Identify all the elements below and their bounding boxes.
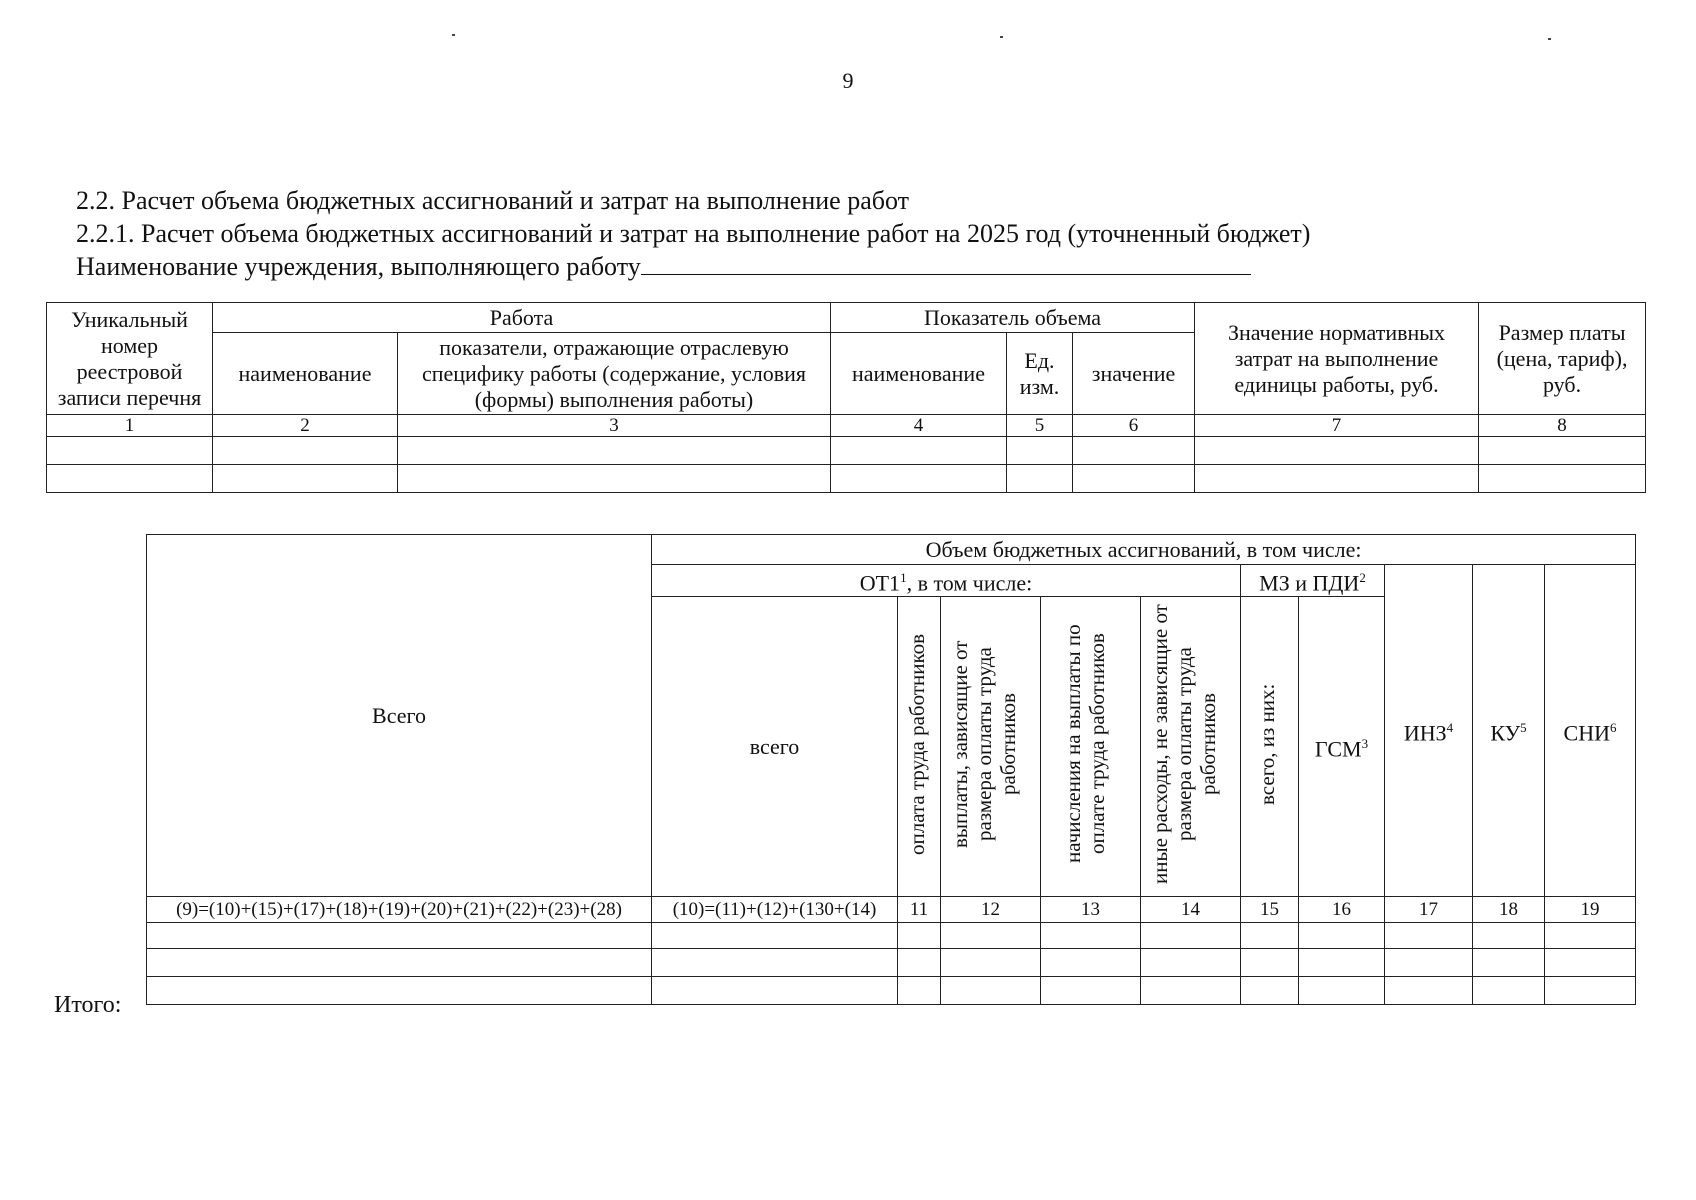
header-inz — [1385, 565, 1473, 897]
empty-cell[interactable] — [213, 437, 398, 465]
header-volume-name: наименование — [831, 333, 1007, 415]
header-budget-group: Объем бюджетных ассигнований, в том числе: — [652, 535, 1636, 565]
empty-cell[interactable] — [398, 437, 831, 465]
mz-label: МЗ и ПДИ — [1259, 570, 1360, 596]
column-number: 19 — [1545, 897, 1636, 923]
column-number: 2 — [213, 415, 398, 437]
empty-cell[interactable] — [1299, 949, 1385, 977]
empty-cell[interactable] — [1299, 923, 1385, 949]
empty-cell[interactable] — [1241, 949, 1299, 977]
empty-cell[interactable] — [1473, 923, 1545, 949]
empty-cell[interactable] — [1141, 949, 1241, 977]
total-cell[interactable] — [941, 977, 1041, 1005]
column-number: 7 — [1195, 415, 1479, 437]
ku-footnote: 5 — [1520, 720, 1527, 735]
empty-cell[interactable] — [941, 923, 1041, 949]
empty-cell[interactable] — [213, 465, 398, 493]
sni-footnote: 6 — [1610, 720, 1617, 735]
empty-cell[interactable] — [147, 923, 652, 949]
mz-footnote: 2 — [1359, 570, 1366, 585]
header-col-11 — [898, 597, 941, 897]
header-sni — [1545, 565, 1636, 897]
header-normative-costs: Значение нормативных затрат на выполнение единицы работы, руб. — [1195, 303, 1479, 415]
header-mz-group — [1241, 565, 1385, 597]
empty-cell[interactable] — [1007, 465, 1073, 493]
header-volume-unit: Ед. изм. — [1007, 333, 1073, 415]
institution-name-field — [641, 252, 1251, 275]
empty-cell[interactable] — [1073, 437, 1195, 465]
empty-cell[interactable] — [652, 923, 898, 949]
sni-label: СНИ — [1563, 720, 1610, 746]
subsection-heading: 2.2.1. Расчет объема бюджетных ассигнований и затрат на выполнение работ на 2025 год (уточненный бюджет) — [76, 219, 1311, 248]
header-col-12 — [941, 597, 1041, 897]
empty-cell[interactable] — [1041, 949, 1141, 977]
column-formula: (9)=(10)+(15)+(17)+(18)+(19)+(20)+(21)+(22)+(23)+(28) — [147, 897, 652, 923]
empty-cell[interactable] — [1007, 437, 1073, 465]
total-cell[interactable] — [1041, 977, 1141, 1005]
column-number: 5 — [1007, 415, 1073, 437]
gsm-label: ГСМ — [1314, 736, 1362, 762]
total-row — [147, 977, 1636, 1005]
header-work-indicators: показатели, отражающие отраслевую специфику работы (содержание, условия (формы) выполнения работы) — [398, 333, 831, 415]
column-number: 17 — [1385, 897, 1473, 923]
empty-cell[interactable] — [652, 949, 898, 977]
header-volume-group: Показатель объема — [831, 303, 1195, 333]
col-12-label: выплаты, зависящие от размера оплаты труда работников — [947, 640, 1020, 848]
column-number: 3 — [398, 415, 831, 437]
ot-label: ОТ1 — [859, 570, 901, 596]
table-row — [47, 465, 1646, 493]
header-ku — [1473, 565, 1545, 897]
column-number: 11 — [898, 897, 941, 923]
inz-footnote: 4 — [1446, 720, 1454, 735]
column-number: 6 — [1073, 415, 1195, 437]
empty-cell[interactable] — [47, 437, 213, 465]
empty-cell[interactable] — [1073, 465, 1195, 493]
total-cell[interactable] — [147, 977, 652, 1005]
budget-allocation-table — [146, 534, 1636, 1005]
column-number: 8 — [1479, 415, 1646, 437]
empty-cell[interactable] — [47, 465, 213, 493]
total-cell[interactable] — [652, 977, 898, 1005]
empty-cell[interactable] — [941, 949, 1041, 977]
gsm-footnote: 3 — [1361, 736, 1369, 752]
empty-cell[interactable] — [898, 949, 941, 977]
column-formula: (10)=(11)+(12)+(130+(14) — [652, 897, 898, 923]
empty-cell[interactable] — [1041, 923, 1141, 949]
column-number: 15 — [1241, 897, 1299, 923]
header-work-group: Работа — [213, 303, 831, 333]
empty-cell[interactable] — [1479, 465, 1646, 493]
col-11-label: оплата труда работников — [905, 633, 929, 855]
empty-cell[interactable] — [398, 465, 831, 493]
table-row — [147, 949, 1636, 977]
page-number: 9 — [842, 68, 854, 93]
inz-label: ИНЗ — [1403, 720, 1447, 746]
empty-cell[interactable] — [1545, 949, 1636, 977]
section-heading: 2.2. Расчет объема бюджетных ассигнований и затрат на выполнение работ — [76, 186, 909, 215]
header-ot-group — [652, 565, 1241, 597]
column-number: 14 — [1141, 897, 1241, 923]
empty-cell[interactable] — [1385, 923, 1473, 949]
total-cell[interactable] — [1473, 977, 1545, 1005]
institution-name-line — [76, 252, 1251, 282]
table-row — [147, 923, 1636, 949]
work-volume-table — [46, 302, 1646, 493]
total-cell[interactable] — [1385, 977, 1473, 1005]
col-15-label: всего, из них: — [1254, 683, 1279, 805]
empty-cell[interactable] — [1141, 923, 1241, 949]
header-col-13 — [1041, 597, 1141, 897]
total-cell[interactable] — [1299, 977, 1385, 1005]
header-ot-total: всего — [652, 597, 898, 897]
col-14-label: иные расходы, не зависящие от размера оплаты труда работников — [1147, 603, 1220, 884]
total-cell[interactable] — [1241, 977, 1299, 1005]
column-number: 1 — [47, 415, 213, 437]
empty-cell[interactable] — [898, 923, 941, 949]
total-cell[interactable] — [898, 977, 941, 1005]
empty-cell[interactable] — [1545, 923, 1636, 949]
empty-cell[interactable] — [1195, 437, 1479, 465]
column-number: 13 — [1041, 897, 1141, 923]
empty-cell[interactable] — [1479, 437, 1646, 465]
ku-label: КУ — [1490, 720, 1521, 746]
ot-suffix: , в том числе: — [906, 570, 1033, 596]
institution-name-label: Наименование учреждения, выполняющего работу — [76, 252, 641, 281]
table-row — [47, 437, 1646, 465]
header-unique-number: Уникальный номер реестровой записи перечня — [47, 303, 213, 415]
empty-cell[interactable] — [1195, 465, 1479, 493]
empty-cell[interactable] — [1241, 923, 1299, 949]
empty-cell[interactable] — [1473, 949, 1545, 977]
col-13-label: начисления на выплаты по оплате труда работников — [1060, 624, 1109, 864]
column-number: 4 — [831, 415, 1007, 437]
column-number: 16 — [1299, 897, 1385, 923]
empty-cell[interactable] — [147, 949, 652, 977]
header-fee-size: Размер платы (цена, тариф), руб. — [1479, 303, 1646, 415]
total-cell[interactable] — [1141, 977, 1241, 1005]
header-col-16 — [1299, 597, 1385, 897]
empty-cell[interactable] — [831, 465, 1007, 493]
header-volume-value: значение — [1073, 333, 1195, 415]
empty-cell[interactable] — [1385, 949, 1473, 977]
header-col-15 — [1241, 597, 1299, 897]
header-work-name: наименование — [213, 333, 398, 415]
column-number: 12 — [941, 897, 1041, 923]
ot-footnote: 1 — [900, 570, 907, 585]
header-col-14 — [1141, 597, 1241, 897]
total-label: Итого: — [54, 992, 122, 1018]
header-total: Всего — [147, 535, 652, 897]
column-number: 18 — [1473, 897, 1545, 923]
total-cell[interactable] — [1545, 977, 1636, 1005]
empty-cell[interactable] — [831, 437, 1007, 465]
